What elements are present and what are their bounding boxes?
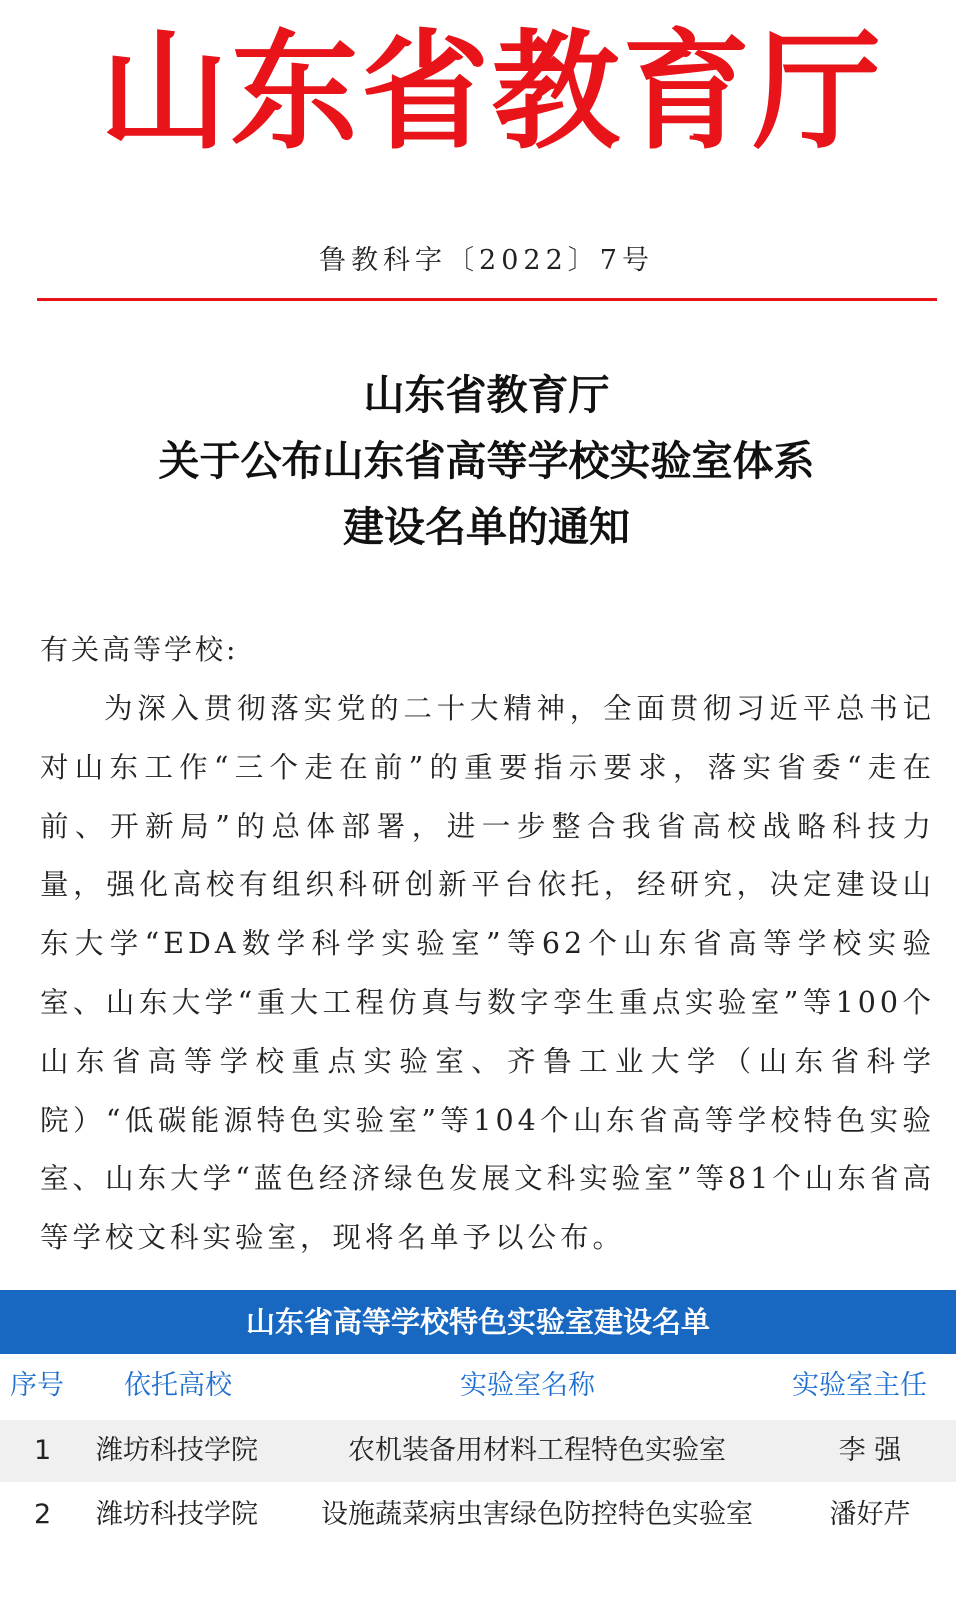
document-number: 鲁教科字〔2022〕7号 [319,245,654,276]
row-university: 潍坊科技学院 [96,1499,258,1530]
masthead [0,18,973,168]
row-director: 潘好芹 [829,1499,911,1530]
header-university: 依托高校 [124,1370,232,1401]
row-index: 2 [34,1499,52,1530]
header-lab-name: 实验室名称 [460,1370,595,1401]
header-index: 序号 [10,1370,64,1401]
masthead-char: 厅 [752,18,881,167]
table-banner: 山东省高等学校特色实验室建设名单 [0,1290,956,1354]
red-divider [37,298,937,301]
table-row [0,1484,956,1546]
header-director: 实验室主任 [792,1370,927,1401]
row-lab-name: 设施蔬菜病虫害绿色防控特色实验室 [321,1499,753,1530]
row-index: 1 [34,1435,52,1466]
row-director: 李 强 [838,1435,902,1466]
document-title [0,362,973,560]
title-line-3: 建设名单的通知 [343,503,630,551]
masthead-char: 教 [491,18,620,167]
masthead-char: 省 [361,18,490,167]
title-line-2: 关于公布山东省高等学校实验室体系 [158,437,815,485]
body-paragraph: 为深入贯彻落实党的二十大精神，全面贯彻习近平总书记对山东工作“三个走在前”的重要指示要求，落实省委“走在前、开新局”的总体部署，进一步整合我省高校战略科技力量，强化高校有组织科研创新平台依托，经研究，决定建设山东大学“EDA数学科学实验室”等62个山东省高等学校实验室、山东大学“重大工程仿真与数字孪生重点实验室”等100个山东省高等学校重点实验室、齐鲁工业大学（山东省科学院）“低碳能源特色实验室”等104个山东省高等学校特色实验室、山东大学“蓝色经济绿色发展文科实验室”等81个山东省高等学校文科实验室，现将名单予以公布。 [40,692,935,1255]
row-university: 潍坊科技学院 [96,1435,258,1466]
table-header [0,1356,956,1416]
masthead-char: 东 [230,18,359,167]
title-line-1: 山东省教育厅 [363,371,610,419]
masthead-char: 育 [622,18,751,167]
masthead-char: 山 [100,18,229,167]
table-row [0,1420,956,1482]
salutation: 有关高等学校: [40,633,239,666]
row-lab-name: 农机装备用材料工程特色实验室 [348,1435,726,1466]
